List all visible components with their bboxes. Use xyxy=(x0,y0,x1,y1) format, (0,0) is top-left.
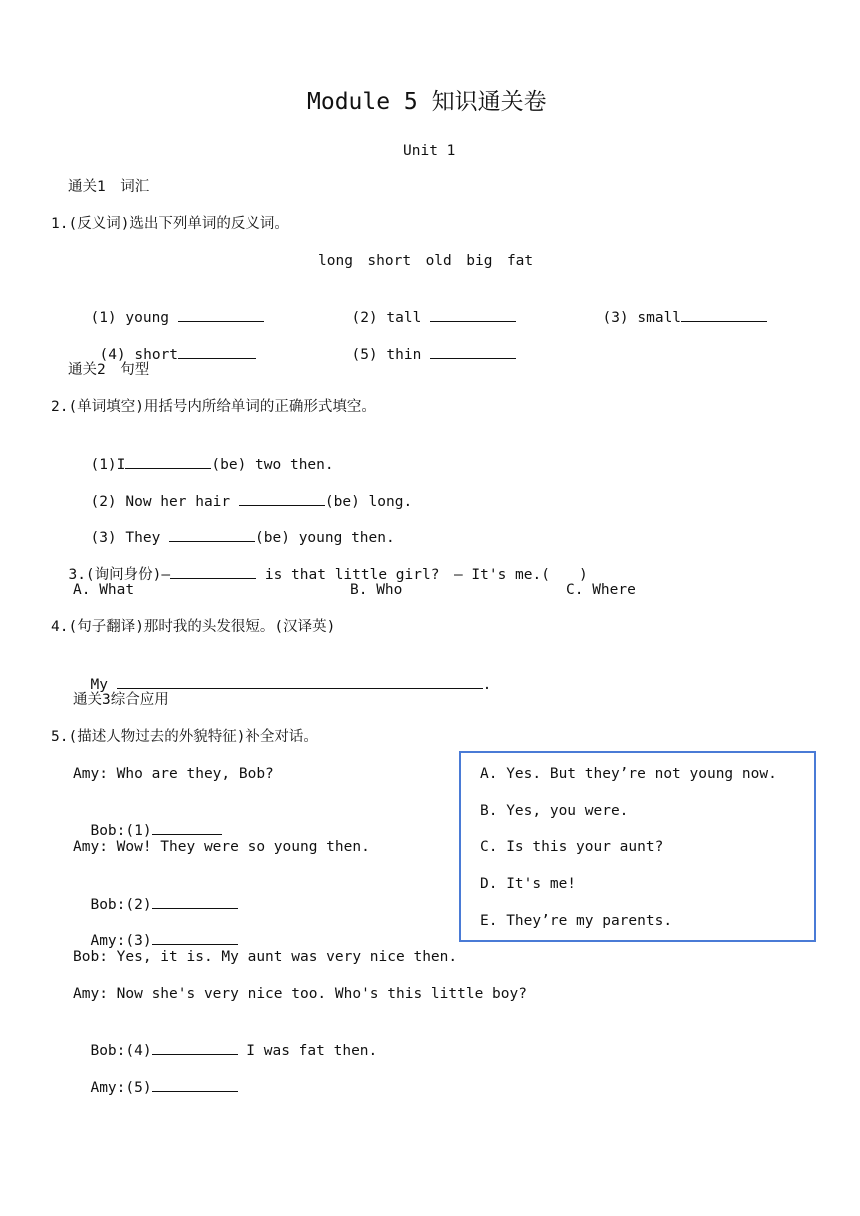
question-5-instruction: 5.(描述人物过去的外貌特征)补全对话。 xyxy=(51,729,318,745)
answer-blank[interactable] xyxy=(430,307,516,322)
dialogue-line xyxy=(73,874,238,915)
option-c[interactable]: C. Where xyxy=(566,582,636,598)
answer-blank[interactable] xyxy=(152,894,238,909)
q1-item-2 xyxy=(334,287,516,328)
q2-item-suffix: (be) long. xyxy=(324,494,413,510)
dialogue-speaker: Bob:(1) xyxy=(90,823,152,839)
q2-item-1 xyxy=(73,434,334,475)
page-title: Module 5 知识通关卷 xyxy=(307,89,547,115)
dialogue-line xyxy=(73,1020,377,1061)
answer-blank[interactable] xyxy=(681,307,767,322)
q1-item-label: (3) small xyxy=(602,310,682,326)
dialogue-line: Amy: Now she's very nice too. Who's this little boy? xyxy=(73,986,527,1002)
answer-blank[interactable] xyxy=(178,307,264,322)
q2-item-2 xyxy=(73,471,412,512)
question-2-instruction: 2.(单词填空)用括号内所给单词的正确形式填空。 xyxy=(51,399,376,415)
choices-box xyxy=(459,751,816,942)
dialogue-tail: I was fat then. xyxy=(237,1043,378,1059)
q1-item-3 xyxy=(585,287,767,328)
choice-b[interactable]: B. Yes, you were. xyxy=(480,803,629,819)
q2-item-suffix: (be) young then. xyxy=(255,530,395,546)
q1-item-1 xyxy=(73,287,264,328)
answer-blank[interactable] xyxy=(152,1077,238,1092)
choice-a[interactable]: A. Yes. But they’re not young now. xyxy=(480,766,777,782)
answer-blank[interactable] xyxy=(152,1040,238,1055)
answer-blank[interactable] xyxy=(169,527,255,542)
answer-blank[interactable] xyxy=(152,930,238,945)
q1-item-label: (1) young xyxy=(90,310,170,326)
q2-item-prefix: (1)I xyxy=(90,457,126,473)
choice-e[interactable]: E. They’re my parents. xyxy=(480,913,673,929)
q1-item-5 xyxy=(334,324,516,365)
section-heading-sentences: 通关2 句型 xyxy=(68,362,150,378)
dialogue-line xyxy=(73,800,222,841)
answer-blank[interactable] xyxy=(239,491,325,506)
q4-prefix: My xyxy=(90,677,108,693)
dialogue-speaker: Amy:(3) xyxy=(90,933,152,949)
section-heading-vocabulary: 通关1 词汇 xyxy=(68,179,150,195)
section-heading-application: 通关3综合应用 xyxy=(73,692,169,708)
question-1-instruction: 1.(反义词)选出下列单词的反义词。 xyxy=(51,216,289,232)
q2-item-3 xyxy=(73,507,395,548)
dialogue-speaker: Bob:(4) xyxy=(90,1043,152,1059)
dialogue-line xyxy=(73,1057,238,1098)
q4-suffix: . xyxy=(482,677,492,693)
answer-blank[interactable] xyxy=(430,344,516,359)
dialogue-speaker: Bob:(2) xyxy=(90,897,152,913)
dialogue-line: Amy: Wow! They were so young then. xyxy=(73,839,370,855)
answer-blank[interactable] xyxy=(125,454,211,469)
answer-blank[interactable] xyxy=(178,344,256,359)
option-b[interactable]: B. Who xyxy=(350,582,403,598)
answer-blank[interactable] xyxy=(152,820,222,835)
q1-item-4 xyxy=(82,324,256,365)
q1-item-label: (2) tall xyxy=(351,310,422,326)
answer-blank[interactable] xyxy=(117,674,483,689)
unit-subtitle: Unit 1 xyxy=(403,143,456,159)
q3-prefix: 3.(询问身份)— xyxy=(68,567,171,583)
q1-item-label: (4) short xyxy=(99,347,179,363)
dialogue-speaker: Amy:(5) xyxy=(90,1080,152,1096)
q3-suffix: is that little girl? — It's me.( ) xyxy=(256,567,588,583)
q2-item-prefix: (3) They xyxy=(90,530,161,546)
choice-d[interactable]: D. It's me! xyxy=(480,876,577,892)
dialogue-line: Bob: Yes, it is. My aunt was very nice then. xyxy=(73,949,458,965)
question-4-instruction: 4.(句子翻译)那时我的头发很短。(汉译英) xyxy=(51,619,336,635)
dialogue-line: Amy: Who are they, Bob? xyxy=(73,766,274,782)
dialogue-line xyxy=(73,910,238,951)
q1-item-label: (5) thin xyxy=(351,347,422,363)
question-3 xyxy=(51,544,588,585)
choice-c[interactable]: C. Is this your aunt? xyxy=(480,839,664,855)
q4-answer-line xyxy=(73,654,491,695)
word-bank: long short old big fat xyxy=(318,253,534,269)
q2-item-prefix: (2) Now her hair xyxy=(90,494,231,510)
option-a[interactable]: A. What xyxy=(73,582,135,598)
q2-item-suffix: (be) two then. xyxy=(211,457,334,473)
answer-blank[interactable] xyxy=(170,564,256,579)
